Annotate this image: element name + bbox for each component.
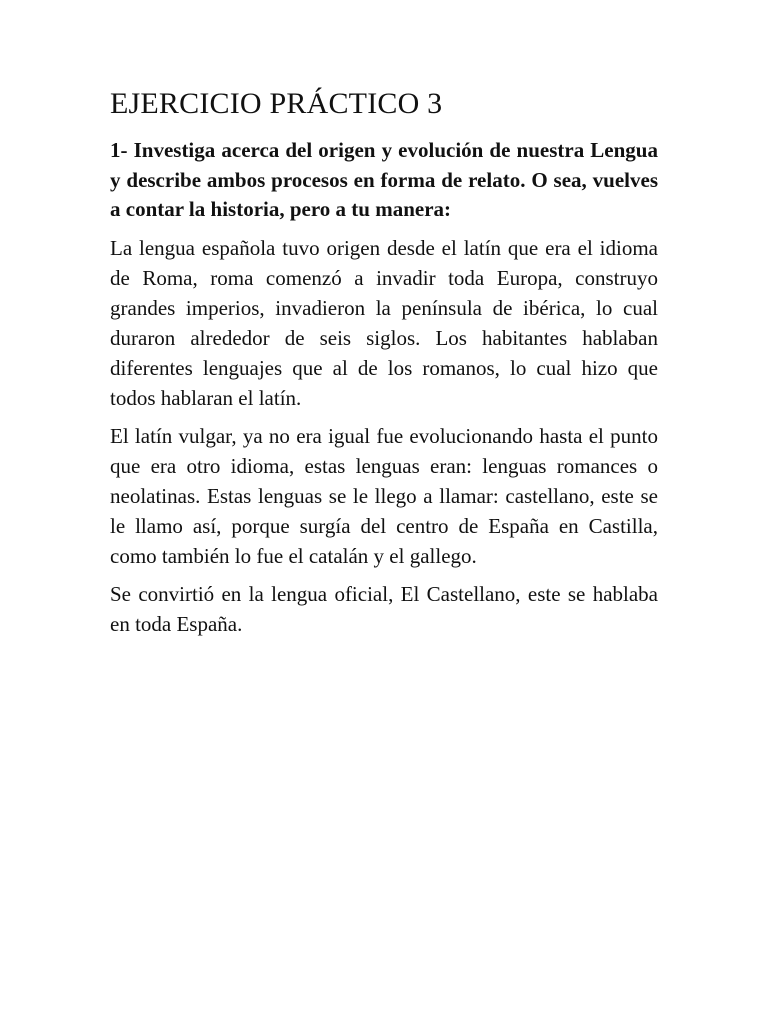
paragraph-1: La lengua española tuvo origen desde el latín que era el idioma de Roma, roma comenzó a invadir toda Europa, construyo grandes imperios, invadieron la península de ibérica, lo cual duraron alrededor de seis siglos. Los habitantes hablaban diferentes lenguajes que al de los romanos, lo cual hizo que todos hablaran el latín. <box>110 235 658 410</box>
paragraph-2: El latín vulgar, ya no era igual fue evolucionando hasta el punto que era otro idioma, estas lenguas eran: lenguas romances o neolatinas. Estas lenguas se le llego a llamar: castellano, este se le llamo así, porque surgía del centro de España en Castilla, como también lo fue el catalán y el gallego. <box>110 423 658 568</box>
document-page <box>110 82 658 647</box>
paragraph-3: Se convirtió en la lengua oficial, El Castellano, este se hablaba en toda España. <box>110 581 658 636</box>
exercise-question: 1- Investiga acerca del origen y evolución de nuestra Lengua y describe ambos procesos en forma de relato. O sea, vuelves a contar la historia, pero a tu manera: <box>110 138 658 221</box>
page-title: EJERCICIO PRÁCTICO 3 <box>110 87 443 120</box>
